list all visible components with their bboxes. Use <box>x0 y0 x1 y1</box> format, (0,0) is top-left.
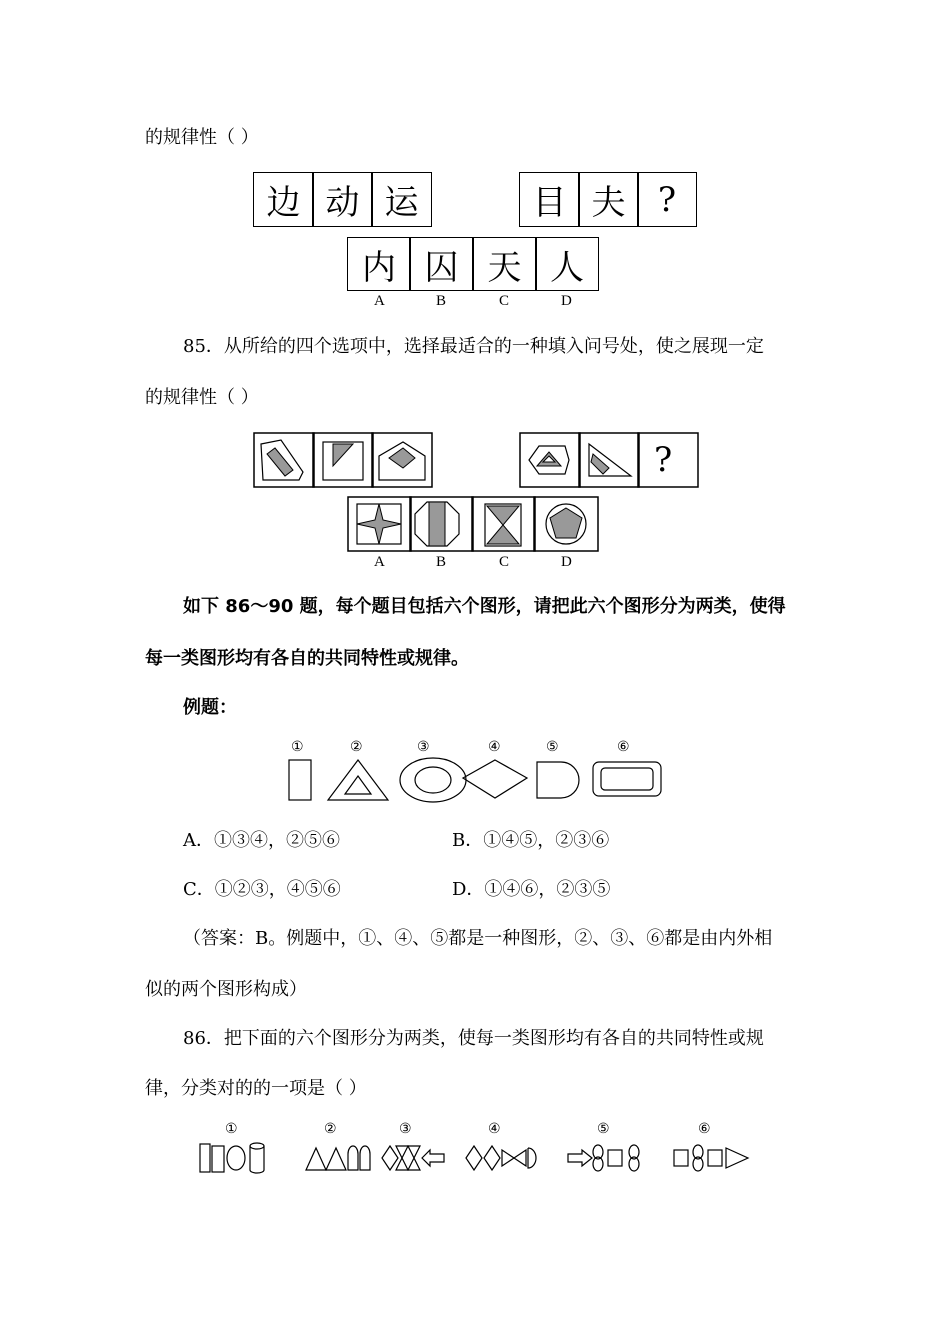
example-option-d: D．①④⑥，②③⑤ <box>452 879 611 900</box>
example-number-4: ④ <box>488 739 501 755</box>
example-label: 例题： <box>183 697 237 718</box>
q84-row1-cell-2: 动 <box>312 172 373 227</box>
example-figures <box>285 756 665 804</box>
q86-number-2: ② <box>324 1121 337 1137</box>
q84-label-c: C <box>499 293 510 309</box>
q84-label-d: D <box>561 293 572 309</box>
example-number-6: ⑥ <box>617 739 630 755</box>
q84-row1-cell-1: 边 <box>253 172 314 227</box>
q86-question-line-1: 86．把下面的六个图形分为两类，使每一类图形均有各自的共同特性或规 <box>183 1028 764 1049</box>
example-number-3: ③ <box>417 739 430 755</box>
q85-question-mark: ? <box>654 440 673 480</box>
q84-option-b: 囚 <box>409 237 474 291</box>
example-number-5: ⑤ <box>546 739 559 755</box>
example-number-2: ② <box>350 739 363 755</box>
q84-row1-cell-3: 运 <box>371 172 432 227</box>
q84-question-tail: 的规律性（ ） <box>145 127 259 148</box>
q85-figure-row2 <box>519 432 701 488</box>
q86-number-3: ③ <box>399 1121 412 1137</box>
example-answer-line-1: （答案：B。例题中，①、④、⑤都是一种图形，②、③、⑥都是由内外相 <box>183 928 773 949</box>
q85-figure-row1 <box>253 432 435 488</box>
section-instruction-line-1: 如下 86～90 题，每个题目包括六个图形，请把此六个图形分为两类，使得 <box>183 596 786 617</box>
section-instruction-line-2: 每一类图形均有各自的共同特性或规律。 <box>145 648 469 669</box>
example-number-1: ① <box>291 739 304 755</box>
q84-label-a: A <box>374 293 385 309</box>
q86-figures <box>196 1140 756 1176</box>
q85-options <box>347 496 601 552</box>
example-option-b: B．①④⑤，②③⑥ <box>452 830 610 851</box>
q84-option-c: 天 <box>472 237 537 291</box>
q85-question-line-2: 的规律性（ ） <box>145 387 259 408</box>
example-option-c: C．①②③，④⑤⑥ <box>183 879 341 900</box>
q86-number-5: ⑤ <box>597 1121 610 1137</box>
q86-number-1: ① <box>225 1121 238 1137</box>
q86-question-line-2: 律，分类对的的一项是（ ） <box>145 1078 367 1099</box>
example-answer-line-2: 似的两个图形构成） <box>145 979 307 1000</box>
q84-row2-cell-2: 夫 <box>578 172 639 227</box>
q85-label-c: C <box>499 554 510 570</box>
q84-option-d: 人 <box>535 237 599 291</box>
q84-option-a: 内 <box>347 237 411 291</box>
q86-number-4: ④ <box>488 1121 501 1137</box>
q86-number-6: ⑥ <box>698 1121 711 1137</box>
example-option-a: A．①③④，②⑤⑥ <box>183 830 340 851</box>
q85-question-line-1: 85．从所给的四个选项中，选择最适合的一种填入问号处，使之展现一定 <box>183 336 764 357</box>
q84-row2-cell-1: 目 <box>519 172 580 227</box>
q85-label-a: A <box>374 554 385 570</box>
q84-label-b: B <box>436 293 447 309</box>
q85-label-d: D <box>561 554 572 570</box>
q84-row2-question-cell: ? <box>637 172 697 227</box>
q85-label-b: B <box>436 554 447 570</box>
